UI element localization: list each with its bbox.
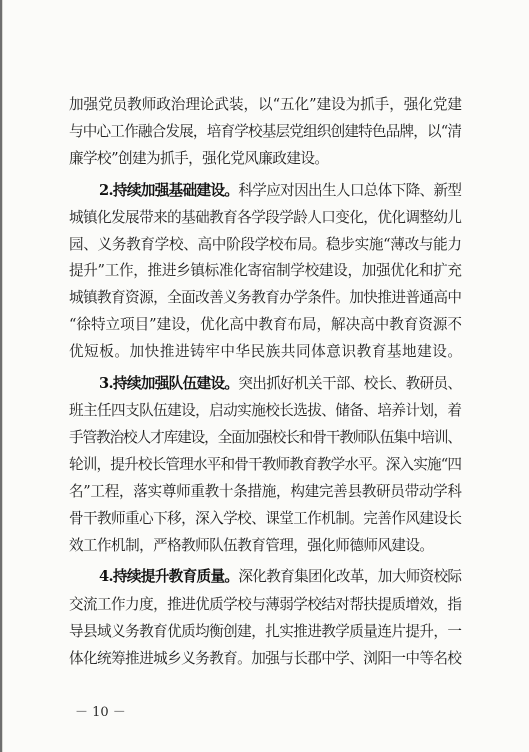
text-line — [99, 375, 461, 393]
line-text: 提升”工作，推进乡镇标准化寄宿制学校建设，加强优化和扩充 — [69, 262, 462, 279]
line-text: 科学应对因出生人口总体下降、新型 — [238, 182, 462, 199]
line-text: 加强党员教师政治理论武装，以“五化”建设为抓手，强化党建 — [69, 96, 462, 113]
line-text: 班主任四支队伍建设，启动实施校长选拔、储备、培养计划，着 — [69, 402, 462, 419]
line-text: “徐特立项目”建设，优化高中教育布局，解决高中教育资源不 — [69, 316, 462, 333]
text-line — [69, 343, 463, 361]
text-line — [69, 209, 461, 227]
text-line — [69, 429, 461, 447]
text-line — [69, 123, 461, 141]
text-line — [69, 483, 462, 501]
line-text: 轮训，提升校长管理水平和骨干教师教育教学水平。深入实施“四 — [69, 456, 462, 473]
text-line — [69, 316, 462, 334]
line-text: 与中心工作融合发展，培育学校基层党组织创建特色品牌，以“清 — [69, 123, 462, 140]
text-line — [99, 568, 461, 586]
text-line — [69, 650, 461, 668]
section-heading: 4.持续提升教育质量。 — [99, 568, 239, 585]
text-line — [69, 537, 433, 555]
line-text: 体化统筹推进城乡义务教育。加强与长郡中学、浏阳一中等名校 — [69, 650, 462, 667]
line-text: 优短板。加快推进铸牢中华民族共同体意识教育基地建设。 — [69, 343, 463, 360]
line-text: 手管教治校人才库建设，全面加强校长和骨干教师队伍集中培训、 — [69, 429, 461, 446]
text-line — [69, 456, 461, 474]
text-line — [69, 596, 461, 614]
line-text: 名”工程，落实尊师重教十条措施，构建完善县教研员带动学科 — [69, 483, 462, 500]
document-page — [2, 0, 529, 752]
text-line — [69, 402, 461, 420]
text-line — [69, 262, 462, 280]
text-line — [69, 236, 462, 254]
line-text: 城镇教育资源，全面改善义务教育办学条件。加快推进普通高中 — [69, 289, 462, 306]
body-text — [3, 0, 529, 752]
text-line — [69, 289, 461, 307]
text-line — [69, 96, 462, 114]
text-line — [69, 150, 328, 168]
line-text: 导县域义务教育优质均衡创建，扎实推进教学质量连片提升，一 — [69, 623, 462, 640]
text-line — [69, 510, 461, 528]
section-heading: 2.持续加强基础建设。 — [99, 182, 239, 199]
line-text: 交流工作力度，推进优质学校与薄弱学校结对帮扶提质增效，指 — [69, 596, 462, 613]
line-text: 深化教育集团化改革，加大师资校际 — [238, 568, 462, 585]
line-text: 骨干教师重心下移，深入学校、课堂工作机制。完善作风建设长 — [69, 510, 462, 527]
line-text: 廉学校”创建为抓手，强化党风廉政建设。 — [69, 150, 329, 167]
page-number: － 10 － — [75, 705, 126, 720]
line-text: 城镇化发展带来的基础教育各学段学龄人口变化，优化调整幼儿 — [69, 209, 462, 226]
text-line — [69, 623, 461, 641]
text-line — [99, 182, 461, 200]
line-text: 园、义务教育学校、高中阶段学校布局。稳步实施“薄改与能力 — [69, 236, 462, 253]
line-text: 突出抓好机关干部、校长、教研员、 — [238, 375, 462, 392]
line-text: 效工作机制，严格教师队伍教育管理，强化师德师风建设。 — [69, 537, 434, 554]
section-heading: 3.持续加强队伍建设。 — [99, 375, 239, 392]
